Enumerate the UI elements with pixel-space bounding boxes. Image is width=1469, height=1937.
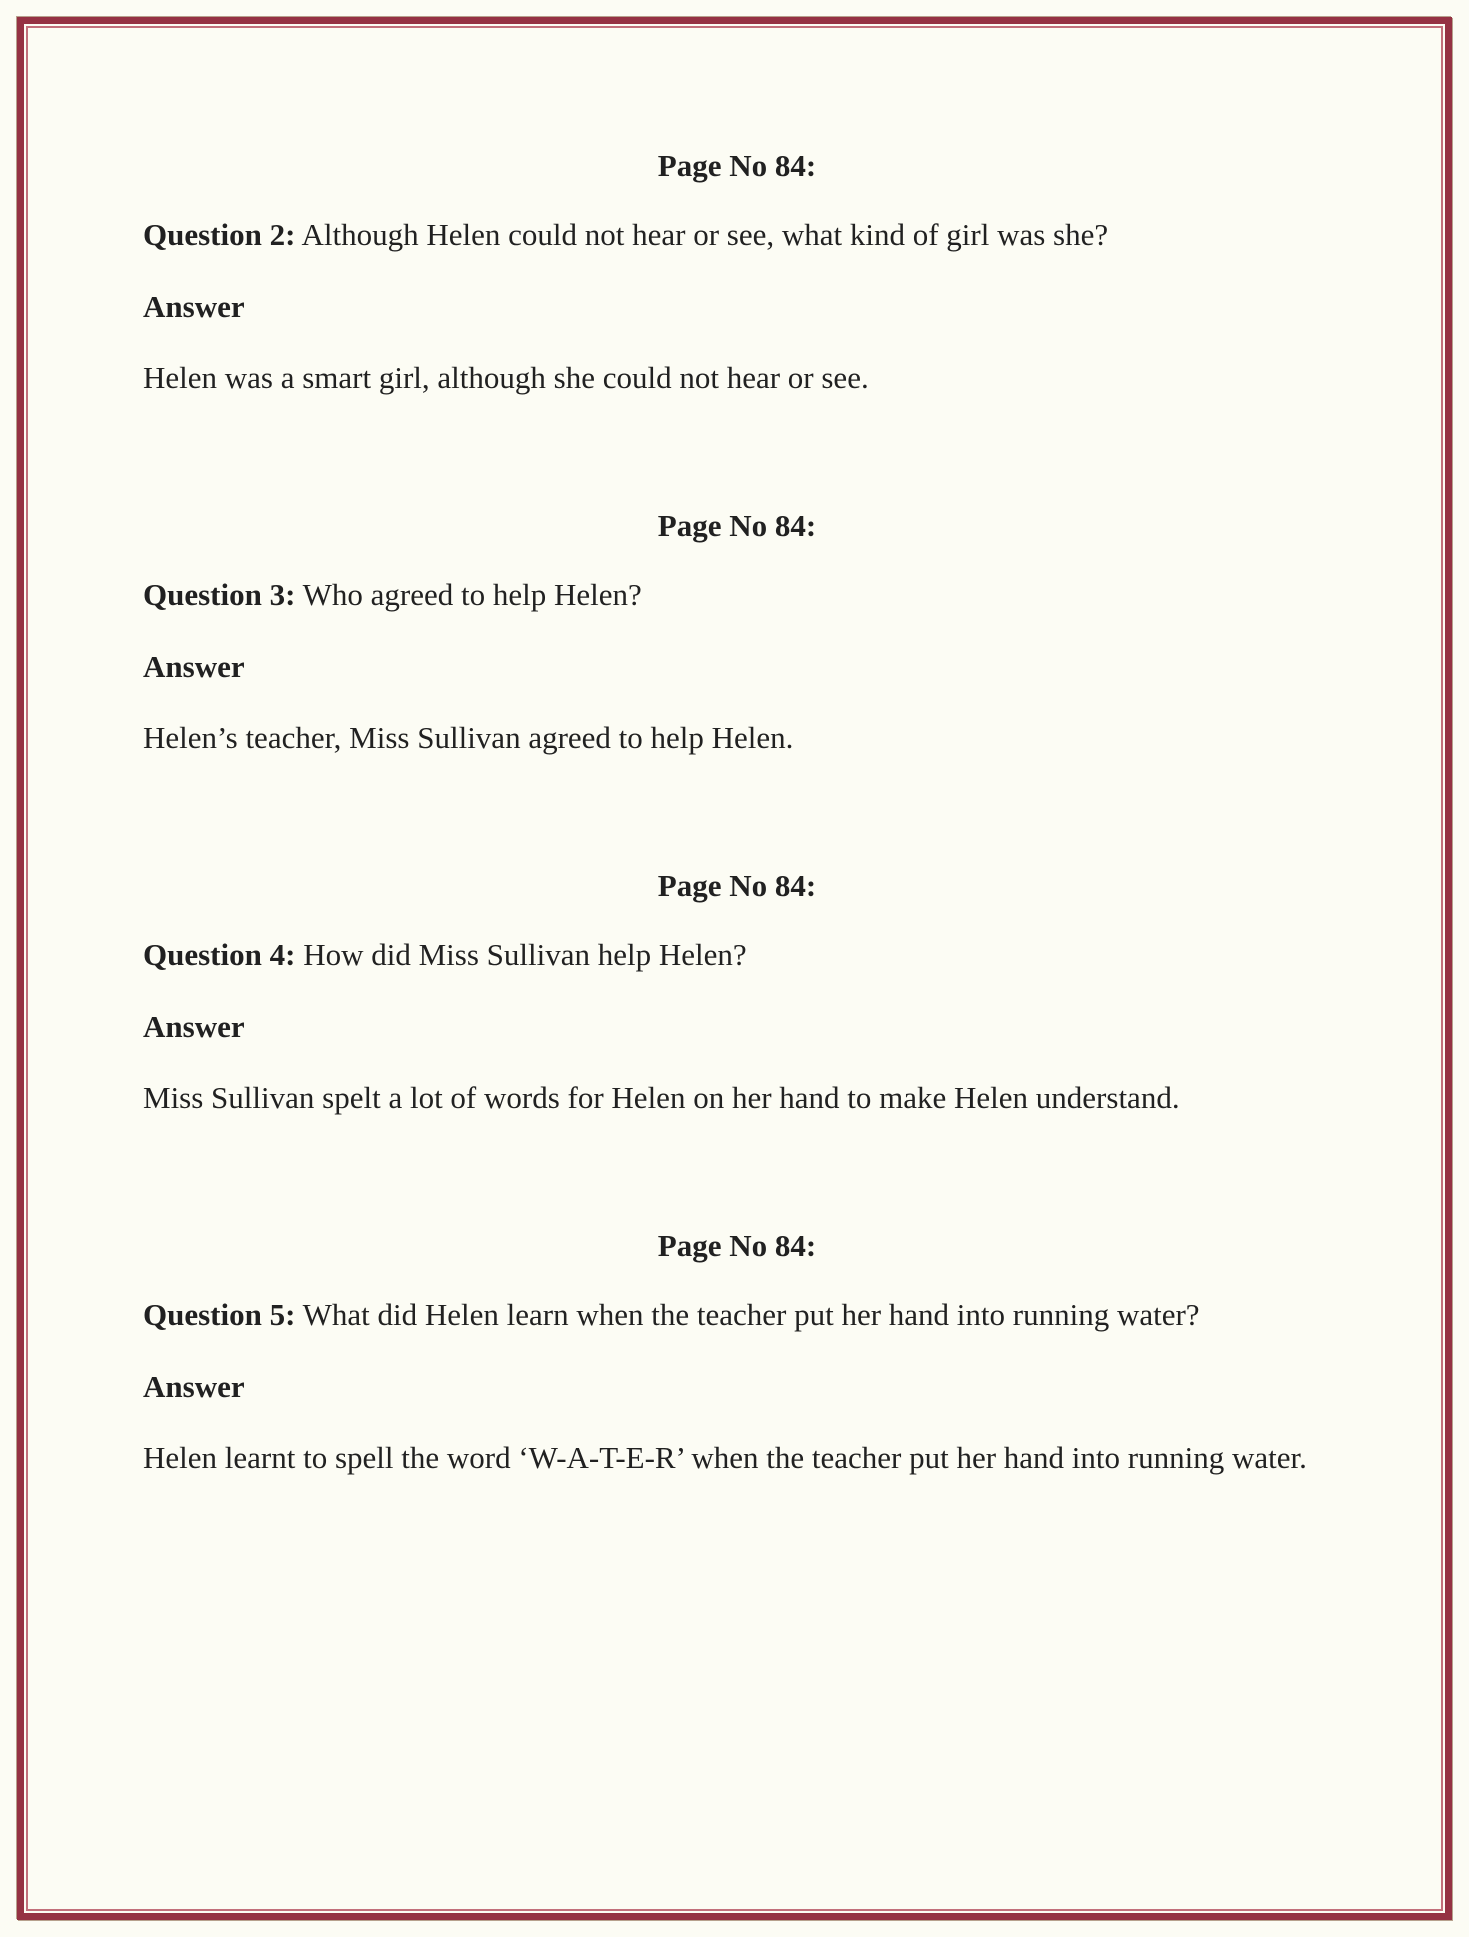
page-border-outer <box>17 17 1452 1920</box>
question-label: Question 3: <box>143 577 296 612</box>
qa-section <box>143 1222 1331 1482</box>
answer-paragraph: Helen learnt to spell the word ‘W-A-T-E-R’ when the teacher put her hand into running water. <box>143 1440 1307 1475</box>
question-text: What did Helen learn when the teacher put her hand into running water? <box>302 1297 1200 1332</box>
question-paragraph <box>143 211 1331 259</box>
answer-heading: Answer <box>143 289 245 324</box>
answer-paragraph: Miss Sullivan spelt a lot of words for Helen on her hand to make Helen understand. <box>143 1080 1180 1115</box>
question-text: Although Helen could not hear or see, what kind of girl was she? <box>301 217 1109 252</box>
page-number-heading: Page No 84: <box>657 1228 817 1263</box>
question-label: Question 5: <box>143 1297 296 1332</box>
answer-heading: Answer <box>143 649 245 684</box>
question-text: Who agreed to help Helen? <box>302 577 642 612</box>
question-paragraph <box>143 571 1331 619</box>
answer-heading: Answer <box>143 1009 245 1044</box>
page-border-inner <box>26 26 1443 1911</box>
page-content <box>28 28 1441 1909</box>
answer-paragraph: Helen’s teacher, Miss Sullivan agreed to help Helen. <box>143 720 794 755</box>
question-text: How did Miss Sullivan help Helen? <box>303 937 747 972</box>
qa-section <box>143 502 1331 762</box>
question-label: Question 4: <box>143 937 296 972</box>
answer-paragraph: Helen was a smart girl, although she could not hear or see. <box>143 360 869 395</box>
qa-section <box>143 862 1331 1122</box>
page-number-heading: Page No 84: <box>657 148 817 183</box>
question-paragraph <box>143 1291 1331 1339</box>
qa-section <box>143 142 1331 402</box>
question-paragraph <box>143 931 1331 979</box>
page-number-heading: Page No 84: <box>657 868 817 903</box>
question-label: Question 2: <box>143 217 296 252</box>
page-number-heading: Page No 84: <box>657 508 817 543</box>
answer-heading: Answer <box>143 1369 245 1404</box>
